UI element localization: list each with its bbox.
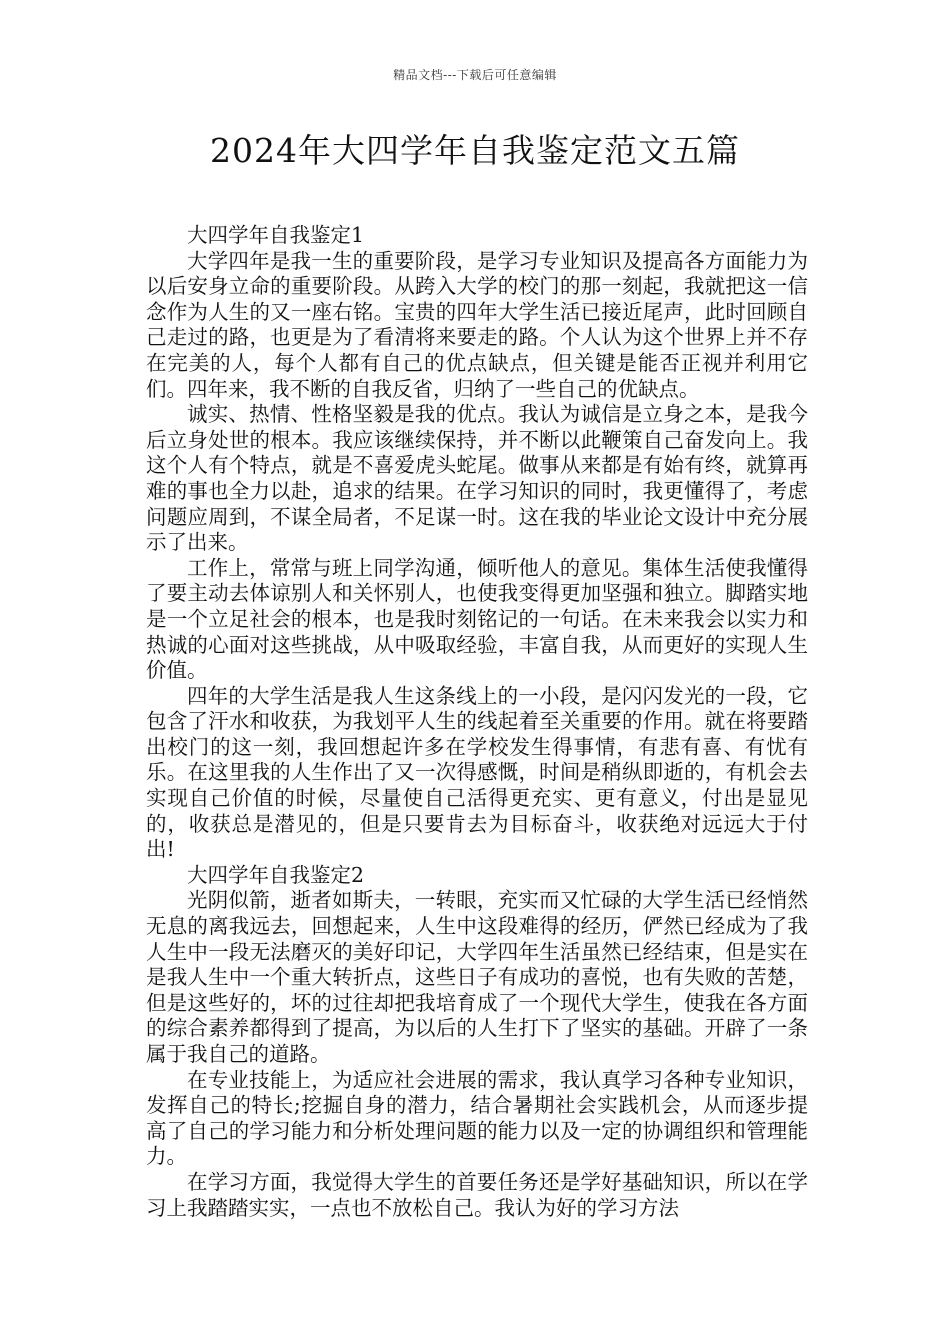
- paragraph: 在学习方面，我觉得大学生的首要任务还是学好基础知识，所以在学习上我踏踏实实，一点也不放松自己。我认为好的学习方法: [146, 1169, 808, 1220]
- page-header-note: 精品文档---下载后可任意编辑: [393, 68, 557, 82]
- paragraph: 在专业技能上，为适应社会进展的需求，我认真学习各种专业知识，发挥自己的特长;挖掘自身的潜力，结合暑期社会实践机会，从而逐步提高了自己的学习能力和分析处理问题的能力以及一定的协调组织和管理能力。: [146, 1067, 808, 1169]
- paragraph: 光阴似箭，逝者如斯夫，一转眼，充实而又忙碌的大学生活已经悄然无息的离我远去，回想起来，人生中这段难得的经历，俨然已经成为了我人生中一段无法磨灭的美好印记，大学四年生活虽然已经结束，但是实在是我人生中一个重大转折点，这些日子有成功的喜悦，也有失败的苦楚，但是这些好的，坏的过往却把我培育成了一个现代大学生，使我在各方面的综合素养都得到了提高，为以后的人生打下了坚实的基础。开辟了一条属于我自己的道路。: [146, 888, 808, 1066]
- paragraph: 工作上，常常与班上同学沟通，倾听他人的意见。集体生活使我懂得了要主动去体谅别人和关怀别人，也使我变得更加坚强和独立。脚踏实地是一个立足社会的根本，也是我时刻铭记的一句话。在未来我会以实力和热诚的心面对这些挑战，从中吸取经验，丰富自我，从而更好的实现人生价值。: [146, 555, 808, 683]
- paragraph: 大学四年是我一生的重要阶段，是学习专业知识及提高各方面能力为以后安身立命的重要阶段。从跨入大学的校门的那一刻起，我就把这一信念作为人生的又一座右铭。宝贵的四年大学生活已接近尾声，此时回顾自己走过的路，也更是为了看清将来要走的路。个人认为这个世界上并不存在完美的人，每个人都有自己的优点缺点，但关键是能否正视并利用它们。四年来，我不断的自我反省，归纳了一些自己的优缺点。: [146, 248, 808, 401]
- paragraph: 诚实、热情、性格坚毅是我的优点。我认为诚信是立身之本，是我今后立身处世的根本。我应该继续保持，并不断以此鞭策自己奋发向上。我这个人有个特点，就是不喜爱虎头蛇尾。做事从来都是有始有终，就算再难的事也全力以赴，追求的结果。在学习知识的同时，我更懂得了，考虑问题应周到，不谋全局者，不足谋一时。这在我的毕业论文设计中充分展示了出来。: [146, 402, 808, 555]
- paragraph: 四年的大学生活是我人生这条线上的一小段，是闪闪发光的一段，它包含了汗水和收获，为我划平人生的线起着至关重要的作用。就在将要踏出校门的这一刻，我回想起许多在学校发生得事情，有悲有喜、有忧有乐。在这里我的人生作出了又一次得感慨，时间是稍纵即逝的，有机会去实现自己价值的时候，尽量使自己活得更充实、更有意义，付出是显见的，收获总是潜见的，但是只要肯去为目标奋斗，收获绝对远远大于付出!: [146, 683, 808, 862]
- section-heading: 大四学年自我鉴定2: [187, 862, 365, 887]
- section-heading: 大四学年自我鉴定1: [187, 223, 365, 247]
- document-title: 2024年大四学年自我鉴定范文五篇: [210, 131, 740, 170]
- document-body: [146, 223, 808, 1221]
